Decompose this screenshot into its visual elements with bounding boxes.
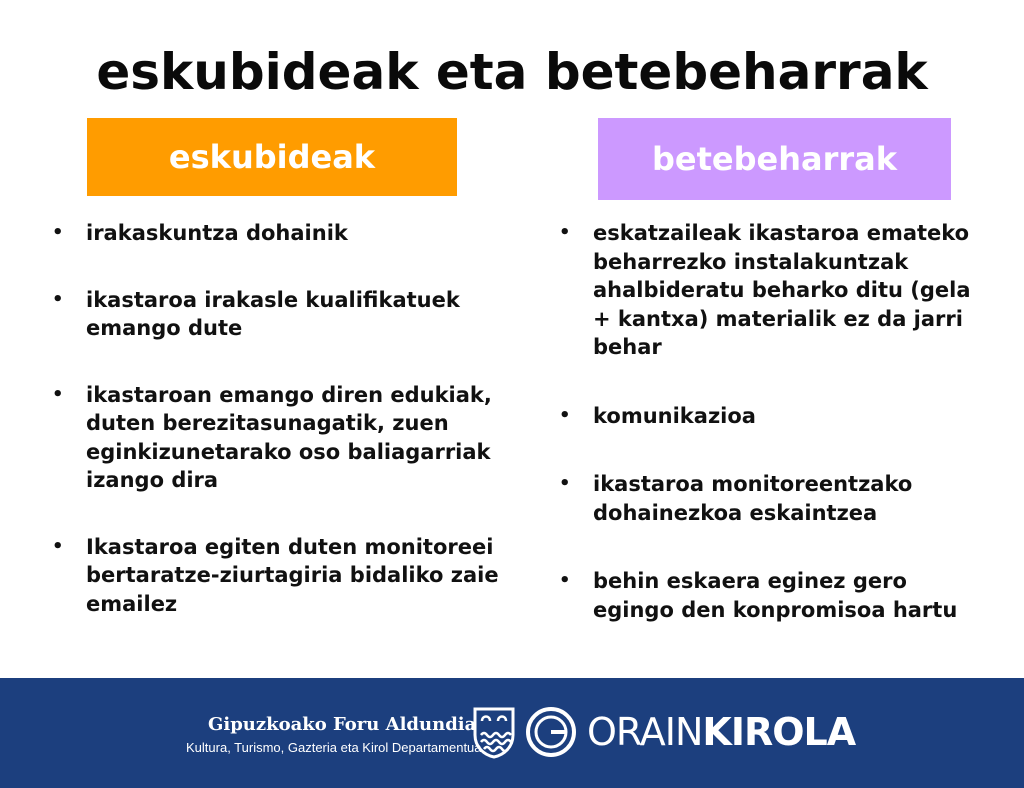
list-item [46, 286, 526, 343]
rights-heading [87, 118, 457, 196]
rights-item-text: ikastaroa irakasle kualifikatuek emango dute [86, 287, 460, 340]
kirola-ring-icon [525, 706, 577, 758]
list-item [46, 381, 526, 495]
bullet-icon: • [559, 473, 571, 494]
duties-item-text: ikastaroa monitoreentzako dohainezkoa eskaintzea [593, 472, 913, 525]
brand-wordmark [587, 708, 855, 756]
list-item [46, 219, 526, 248]
duties-list [553, 219, 993, 624]
list-item [553, 219, 993, 362]
duties-item-text: komunikazioa [593, 403, 756, 428]
rights-item-text: ikastaroan emango diren edukiak, duten berezitasunagatik, zuen eginkizunetarako oso baliagarriak izango dira [86, 382, 492, 492]
bullet-icon: • [559, 404, 571, 426]
rights-item-text: Ikastaroa egiten duten monitoreei bertaratze-ziurtagiria bidaliko zaie emailez [86, 534, 499, 616]
list-item [553, 567, 993, 624]
duties-item-text: eskatzaileak ikastaroa emateko beharrezko instalakuntzak ahalbideratu beharko ditu (gela + kantxa) materialik ez da jarri behar [593, 221, 971, 359]
bullet-icon: • [559, 222, 571, 243]
list-item [46, 533, 526, 619]
rights-item-text: irakaskuntza dohainik [86, 221, 348, 245]
list-item [553, 402, 993, 431]
bullet-icon: • [52, 288, 64, 310]
rights-list [46, 219, 526, 618]
list-item [553, 470, 993, 527]
coat-of-arms-icon [472, 705, 516, 759]
bullet-icon: • [559, 570, 571, 591]
slide-title: eskubideak eta betebeharrak [96, 43, 928, 101]
bullet-icon: • [52, 383, 64, 405]
duties-item-text: behin eskaera eginez gero egingo den konpromisoa hartu [593, 569, 958, 622]
org-name: Gipuzkoako Foru Aldundia [208, 714, 477, 735]
duties-heading [598, 118, 951, 200]
bullet-icon: • [52, 222, 64, 243]
brand-part-kirola: KIROLA [702, 710, 856, 754]
duties-heading-label: betebeharrak [651, 140, 898, 178]
brand-part-orain: ORAIN [587, 710, 703, 754]
department-name: Kultura, Turismo, Gazteria eta Kirol Departamentua [186, 740, 482, 755]
bullet-icon: • [52, 535, 64, 557]
rights-heading-label: eskubideak [168, 138, 376, 176]
